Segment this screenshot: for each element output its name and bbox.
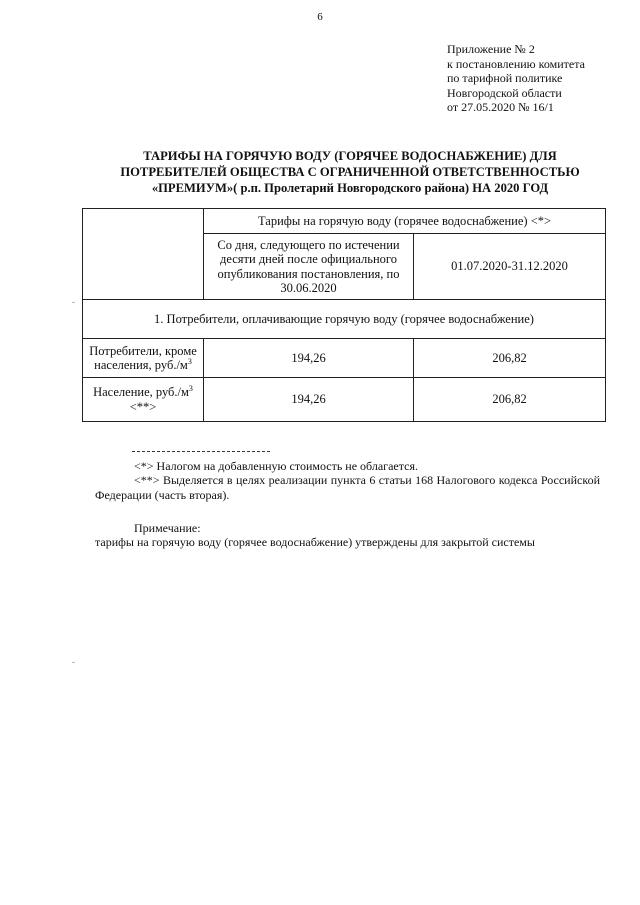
tariff-value-period-1: 194,26 bbox=[204, 339, 414, 378]
note-label: Примечание: bbox=[134, 521, 201, 535]
row-label-cell bbox=[83, 378, 204, 422]
annex-line: от 27.05.2020 № 16/1 bbox=[447, 100, 554, 115]
table-row bbox=[83, 339, 606, 378]
footnote-2: <**> Выделяется в целях реализации пункта 6 статьи 168 Налогового кодекса Российской Федерации (часть вторая). bbox=[95, 473, 600, 502]
period-1-cell: Со дня, следующего по истечении десяти дней после официального опубликования постановления, по 30.06.2020 bbox=[204, 234, 414, 300]
tariff-value-period-2: 206,82 bbox=[414, 378, 606, 422]
table-row bbox=[83, 378, 606, 422]
table-header-row bbox=[83, 209, 606, 234]
annex-line: Новгородской области bbox=[447, 85, 562, 100]
tariff-value-period-1: 194,26 bbox=[204, 378, 414, 422]
page-number: 6 bbox=[317, 11, 323, 23]
annex-block bbox=[447, 42, 585, 115]
row-label: Потребители, кроме населения, руб./м bbox=[89, 343, 197, 372]
title-line: «ПРЕМИУМ»( р.п. Пролетарий Новгородского района) НА 2020 ГОД bbox=[151, 181, 549, 195]
title-line: ПОТРЕБИТЕЛЕЙ ОБЩЕСТВА С ОГРАНИЧЕННОЙ ОТВЕТСТВЕННОСТЬЮ bbox=[120, 165, 580, 179]
unit-superscript: 3 bbox=[187, 356, 192, 366]
margin-mark bbox=[72, 302, 75, 303]
annex-line: по тарифной политике bbox=[447, 71, 563, 86]
period-2-cell: 01.07.2020-31.12.2020 bbox=[414, 234, 606, 300]
footnote-marker: <**> bbox=[129, 399, 157, 414]
table-header-cell: Тарифы на горячую воду (горячее водоснабжение) <*> bbox=[204, 209, 606, 234]
empty-corner-cell bbox=[83, 209, 204, 300]
margin-mark bbox=[72, 662, 75, 663]
tariff-value-period-2: 206,82 bbox=[414, 339, 606, 378]
title-line: ТАРИФЫ НА ГОРЯЧУЮ ВОДУ (ГОРЯЧЕЕ ВОДОСНАБЖЕНИЕ) ДЛЯ bbox=[143, 149, 557, 163]
category-cell: 1. Потребители, оплачивающие горячую воду (горячее водоснабжение) bbox=[83, 300, 606, 339]
footnote-separator bbox=[132, 451, 270, 452]
tariff-table bbox=[82, 208, 606, 422]
annex-line: Приложение № 2 bbox=[447, 42, 535, 56]
annex-line: к постановлению комитета bbox=[447, 56, 585, 71]
row-label-cell bbox=[83, 339, 204, 378]
document-title bbox=[60, 148, 640, 196]
footnote-1: <*> Налогом на добавленную стоимость не облагается. bbox=[134, 459, 418, 473]
row-label: Население, руб./м bbox=[93, 385, 189, 399]
note-text: тарифы на горячую воду (горячее водоснабжение) утверждены для закрытой системы bbox=[95, 535, 535, 549]
unit-superscript: 3 bbox=[188, 383, 193, 393]
category-row bbox=[83, 300, 606, 339]
